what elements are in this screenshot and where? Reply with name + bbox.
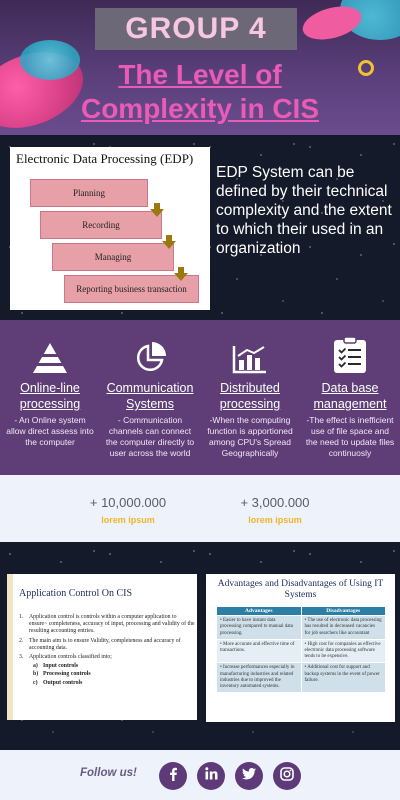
stat-label: lorem ipsum — [101, 515, 155, 525]
list-item — [19, 614, 195, 636]
feature-title: Data base management — [313, 381, 387, 411]
list-text: Input controls — [43, 663, 79, 670]
stat-value: + 3,000.000 — [240, 495, 310, 510]
flow-step-reporting: Reporting business transaction — [64, 275, 199, 303]
bar-chart-icon — [200, 334, 300, 374]
feature-distributed-processing — [200, 334, 300, 459]
feature-online-processing — [0, 334, 100, 448]
feature-database-management — [300, 334, 400, 459]
flow-step-planning: Planning — [30, 179, 148, 207]
sub-list-item — [33, 671, 195, 678]
page-title-line2: Complexity in CIS — [80, 93, 320, 124]
table-header-row — [217, 607, 386, 616]
advantages-title: Advantages and Disadvantages of Using IT Systems — [217, 579, 384, 600]
list-number: 3. — [19, 654, 24, 661]
edp-description: EDP System can be defined by their technical complexity and the extent to which their used in an organization — [216, 164, 392, 257]
list-number: a) — [33, 663, 38, 670]
follow-us-label: Follow us! — [80, 767, 137, 779]
application-control-card — [7, 574, 197, 720]
linkedin-button[interactable] — [197, 762, 225, 790]
pie-chart-icon — [100, 334, 200, 374]
arrow-down-icon — [162, 235, 176, 247]
feature-communication-systems — [100, 334, 200, 459]
edp-section — [0, 135, 400, 320]
feature-title: Online-line processing — [19, 381, 81, 411]
table-cell: • The use of electronic data processing has resulted in decreased vacancies for job searchers like accountant — [301, 616, 386, 640]
arrow-down-icon — [174, 267, 188, 279]
pyramid-icon — [0, 334, 100, 374]
list-item — [19, 638, 195, 652]
header-banner — [0, 0, 400, 135]
twitter-icon — [242, 767, 256, 785]
stat-item — [68, 495, 188, 525]
sub-list-item — [33, 680, 195, 687]
feature-title: Communication Systems — [106, 381, 194, 411]
linkedin-icon — [205, 767, 218, 785]
list-number: 2. — [19, 637, 24, 644]
feature-desc: - An Online system allow direct assess into the computer — [6, 415, 94, 447]
list-item — [19, 654, 195, 661]
table-cell: • High cost for companies as effective electronic data processing software tends to be expensive. — [301, 639, 386, 663]
advantages-table — [216, 606, 386, 693]
instagram-icon — [280, 767, 294, 786]
sub-list-item — [33, 663, 195, 670]
table-cell: • Additional cost for support and backup systems in the event of power failure. — [301, 663, 386, 693]
table-row — [217, 639, 386, 663]
table-row — [217, 616, 386, 640]
table-cell: • More accurate and effective time of transactions. — [217, 639, 302, 663]
list-text: Application control is controls within a computer application to ensure~ completeness, accuracy of input, processing and validity of the resulting accounting entries. — [29, 614, 195, 635]
stat-label: lorem ipsum — [248, 515, 302, 525]
page-title — [0, 58, 400, 126]
edp-card-title: Electronic Data Processing (EDP) — [16, 151, 194, 166]
stats-section — [0, 475, 400, 542]
flow-step-recording: Recording — [40, 211, 162, 239]
application-control-title: Application Control On CIS — [19, 588, 133, 599]
table-row — [217, 663, 386, 693]
page-title-line1: The Level of — [118, 59, 282, 90]
edp-diagram-card — [10, 147, 210, 310]
column-header: Disadvantages — [301, 607, 386, 616]
list-number: b) — [33, 671, 39, 678]
feature-desc: - Communication channels can connect the computer directly to user across the world — [105, 415, 195, 458]
stat-item — [215, 495, 335, 525]
arrow-down-icon — [150, 203, 164, 215]
facebook-icon — [167, 767, 179, 786]
list-text: Processing controls — [43, 671, 91, 678]
controls-section — [0, 542, 400, 750]
list-text: Output controls — [43, 679, 83, 686]
feature-desc: -When the computing function is apportioned among CPU's Spread Geographically — [207, 415, 293, 458]
list-text: The main aim is to ensure Validity, completeness and accuracy of accounting data. — [29, 637, 181, 651]
twitter-button[interactable] — [235, 762, 263, 790]
feature-desc: -The effect is inefficient use of file space and the need to update files continuosly — [305, 415, 395, 458]
list-number: 1. — [19, 614, 24, 620]
flow-step-managing: Managing — [52, 243, 174, 271]
advantages-card — [206, 574, 395, 722]
features-section — [0, 320, 400, 475]
instagram-button[interactable] — [273, 762, 301, 790]
application-control-list — [19, 614, 195, 688]
feature-title: Distributed processing — [219, 381, 281, 411]
footer — [0, 750, 400, 800]
facebook-button[interactable] — [159, 762, 187, 790]
list-text: Application controls classified into; — [29, 654, 112, 661]
checklist-icon — [300, 334, 400, 374]
table-cell: • Increase performances especially in manufacturing industries and related industries due to improved the inventory automated systems. — [217, 663, 302, 693]
column-header: Advantages — [217, 607, 302, 616]
group-label: GROUP 4 — [125, 12, 267, 45]
stat-value: + 10,000.000 — [89, 495, 167, 510]
group-label-box — [95, 8, 297, 50]
list-number: c) — [33, 679, 38, 686]
table-cell: • Easier to have instant data processing compared to manual data processing. — [217, 616, 302, 640]
